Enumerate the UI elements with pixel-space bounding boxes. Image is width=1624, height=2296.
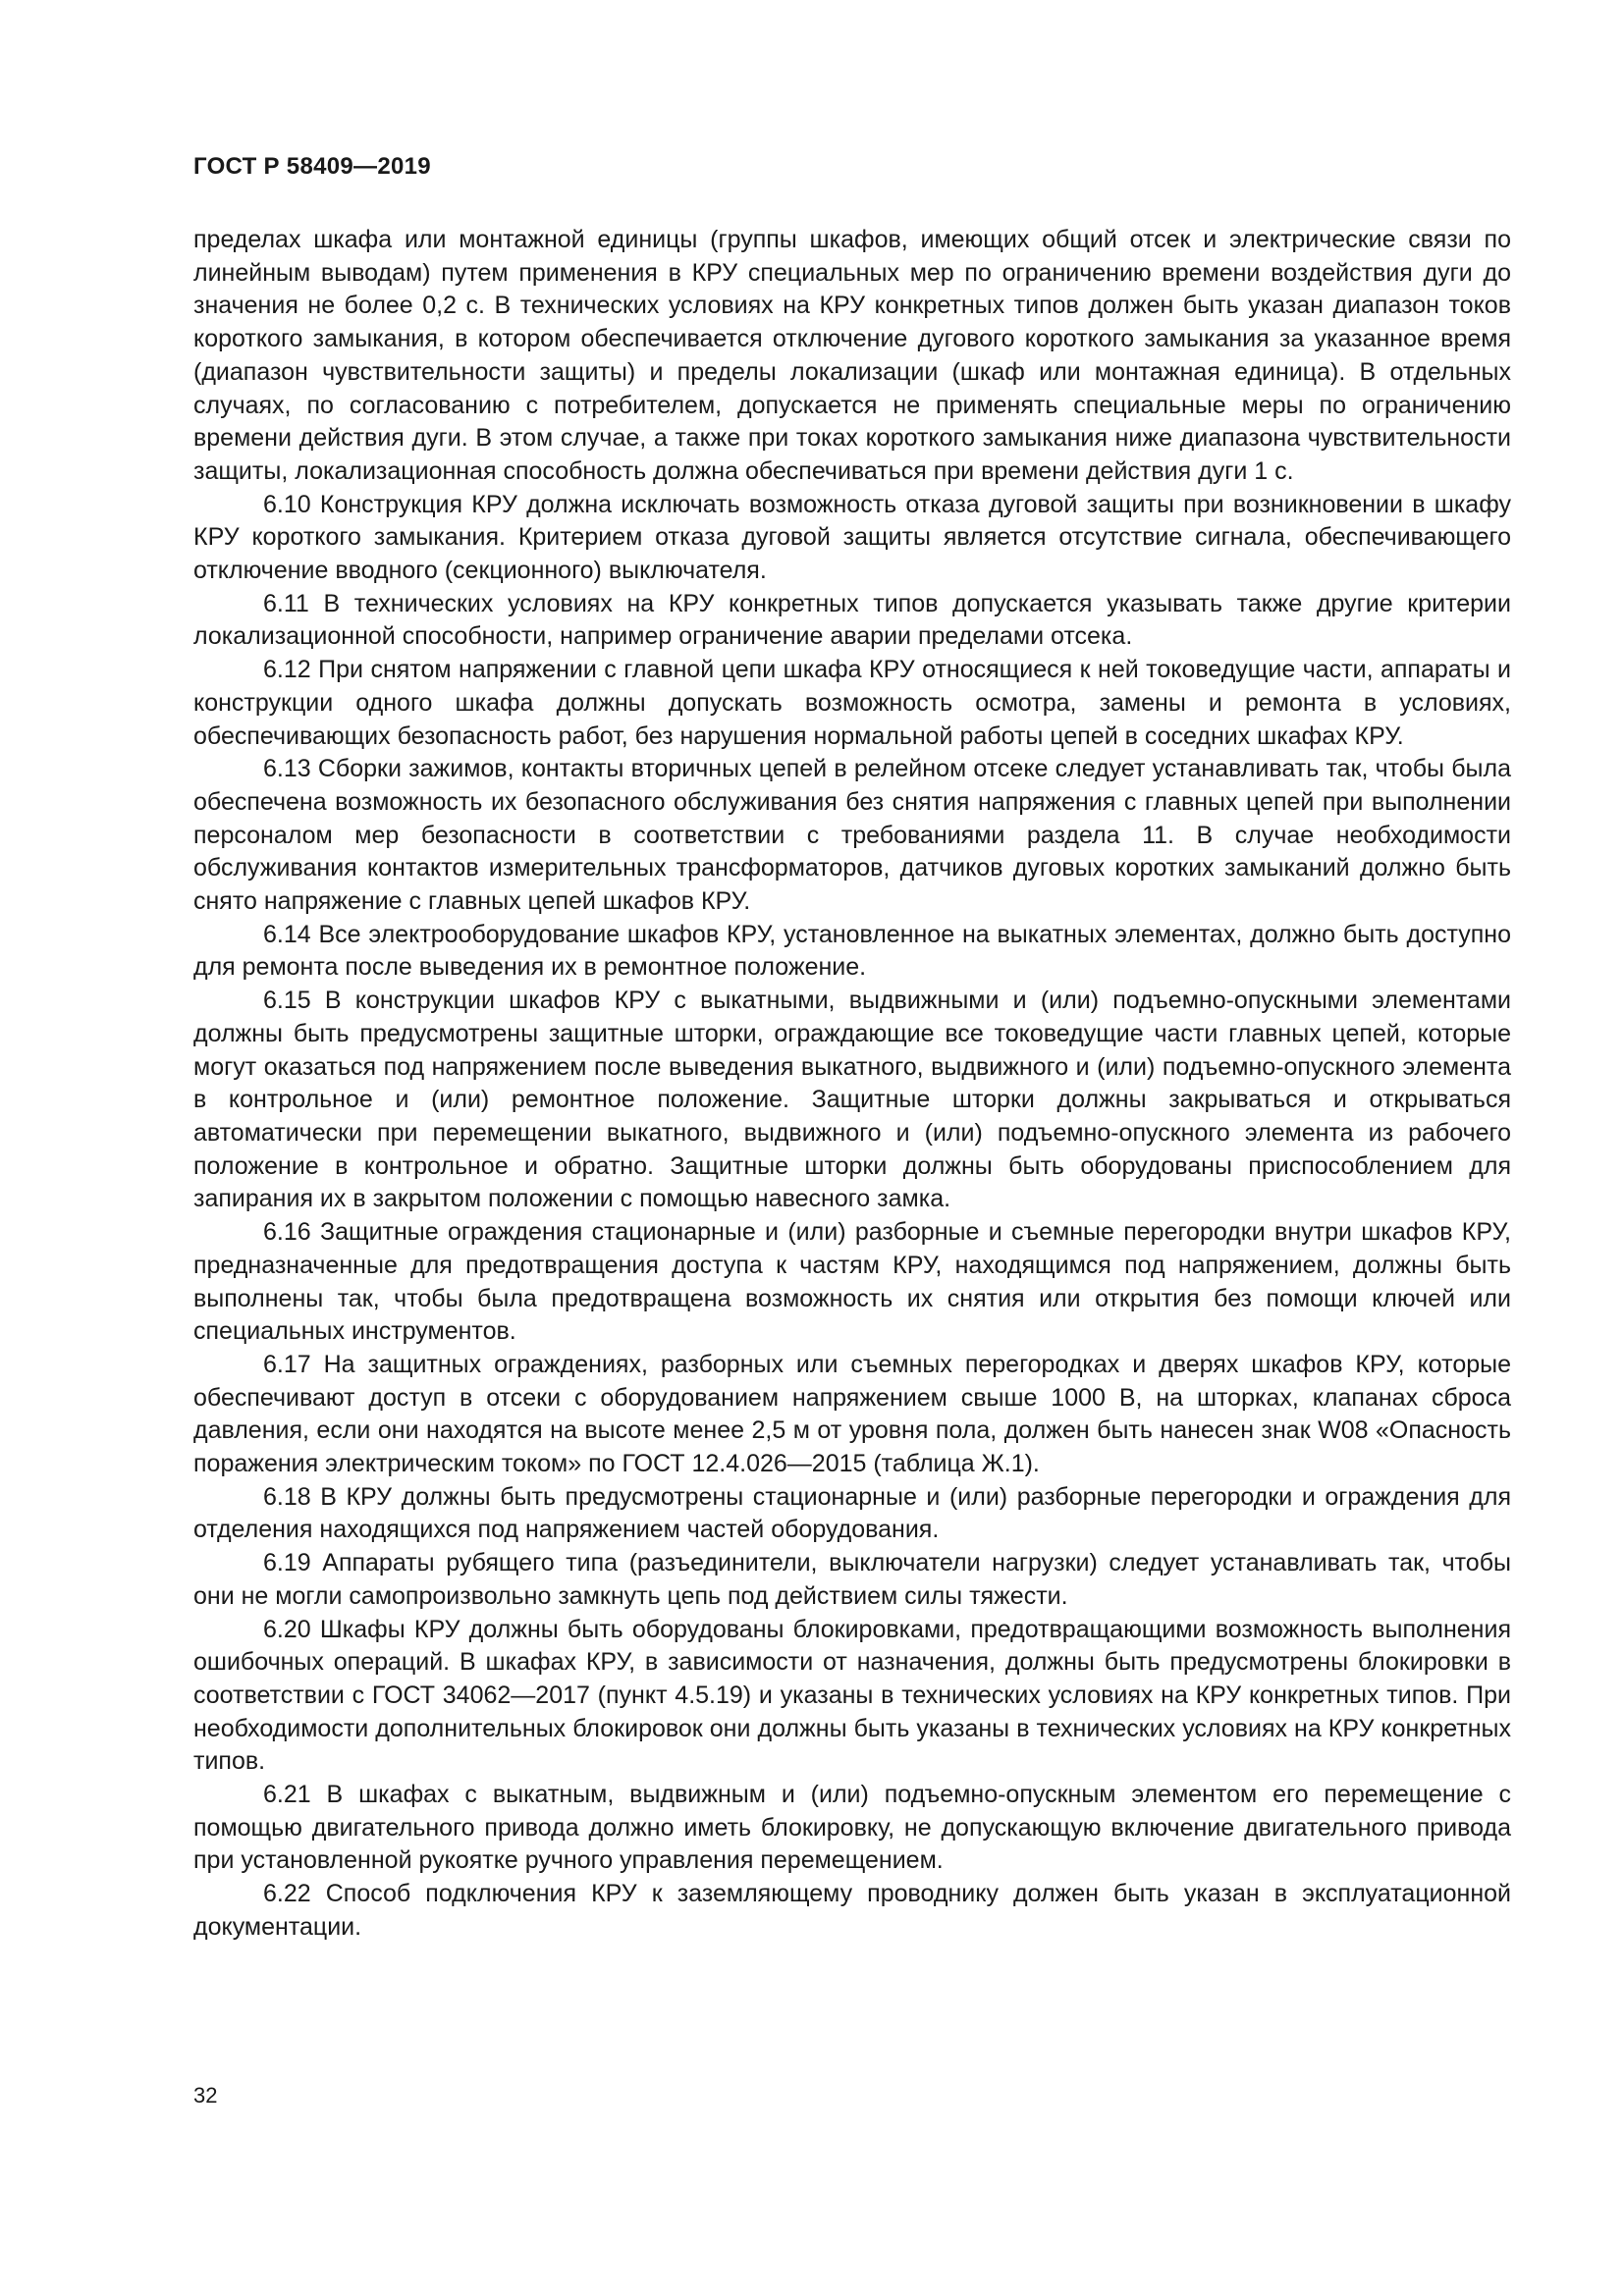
paragraph-6-20: 6.20 Шкафы КРУ должны быть оборудованы блокировками, предотвращающими возможность выполнения ошибочных операций. В шкафах КРУ, в зависимости от назначения, должны быть предусмотрены блокировки в соответствии с ГОСТ 34062—2017 (пункт 4.5.19) и указаны в технических условиях на КРУ конкретных типов. При необходимости дополнительных блокировок они должны быть указаны в технических условиях на КРУ конкретных типов. [193, 1615, 1511, 1776]
paragraph-6-17: 6.17 На защитных ограждениях, разборных или съемных перегородках и дверях шкафов КРУ, которые обеспечивают доступ в отсеки с оборудованием напряжением свыше 1000 В, на шторках, клапанах сброса давления, если они находятся на высоте менее 2,5 м от уровня пола, должен быть нанесен знак W08 «Опасность поражения электрическим током» по ГОСТ 12.4.026—2015 (таблица Ж.1). [193, 1350, 1511, 1478]
paragraph-6-10: 6.10 Конструкция КРУ должна исключать возможность отказа дуговой защиты при возникновении в шкафу КРУ короткого замыкания. Критерием отказа дуговой защиты является отсутствие сигнала, обеспечивающего отключение вводного (секционного) выключателя. [193, 490, 1511, 585]
paragraph-6-15: 6.15 В конструкции шкафов КРУ с выкатными, выдвижными и (или) подъемно-опускными элементами должны быть предусмотрены защитные шторки, ограждающие все токоведущие части главных цепей, которые могут оказаться под напряжением после выведения выкатного, выдвижного и (или) подъемно-опускного элемента в контрольное и (или) ремонтное положение. Защитные шторки должны закрываться и открываться автоматически при перемещении выкатного, выдвижного и (или) подъемно-опускного элемента из рабочего положение в контрольное и обратно. Защитные шторки должны быть оборудованы приспособлением для запирания их в закрытом положении с помощью навесного замка. [193, 987, 1511, 1213]
paragraph-6-19: 6.19 Аппараты рубящего типа (разъединители, выключатели нагрузки) следует устанавливать так, чтобы они не могли самопроизвольно замкнуть цепь под действием силы тяжести. [193, 1549, 1511, 1610]
paragraph-6-21: 6.21 В шкафах с выкатным, выдвижным и (или) подъемно-опускным элементом его перемещение с помощью двигательного привода должно иметь блокировку, не допускающую включение двигательного привода при установленной рукоятке ручного управления перемещением. [193, 1781, 1511, 1875]
document-header: ГОСТ Р 58409—2019 [193, 153, 431, 180]
page-number: 32 [193, 2083, 218, 2108]
paragraph-6-14: 6.14 Все электрооборудование шкафов КРУ, установленное на выкатных элементах, должно быть доступно для ремонта после выведения их в ремонтное положение. [193, 920, 1511, 982]
paragraph-continuation: пределах шкафа или монтажной единицы (группы шкафов, имеющих общий отсек и электрические связи по линейным выводам) путем применения в КРУ специальных мер по ограничению времени воздействия дуги до значения не более 0,2 с. В технических условиях на КРУ конкретных типов должен быть указан диапазон токов короткого замыкания, в котором обеспечивается отключение дугового короткого замыкания за указанное время (диапазон чувствительности защиты) и пределы локализации (шкаф или монтажная единица). В отдельных случаях, по согласованию с потребителем, допускается не применять специальные меры по ограничению времени действия дуги. В этом случае, а также при токах короткого замыкания ниже диапазона чувствительности защиты, локализационная способность должна обеспечиваться при времени действия дуги 1 с. [193, 226, 1511, 485]
paragraph-6-16: 6.16 Защитные ограждения стационарные и (или) разборные и съемные перегородки внутри шкафов КРУ, предназначенные для предотвращения доступа к частям КРУ, находящимся под напряжением, должны быть выполнены так, чтобы была предотвращена возможность их снятия или открытия без помощи ключей или специальных инструментов. [193, 1218, 1511, 1346]
paragraph-6-18: 6.18 В КРУ должны быть предусмотрены стационарные и (или) разборные перегородки и ограждения для отделения находящихся под напряжением частей оборудования. [193, 1482, 1511, 1544]
document-body [193, 224, 1511, 1945]
paragraph-6-12: 6.12 При снятом напряжении с главной цепи шкафа КРУ относящиеся к ней токоведущие части, аппараты и конструкции одного шкафа должны допускать возможность осмотра, замены и ремонта в условиях, обеспечивающих безопасность работ, без нарушения нормальной работы цепей в соседних шкафах КРУ. [193, 656, 1511, 750]
paragraph-6-11: 6.11 В технических условиях на КРУ конкретных типов допускается указывать также другие критерии локализационной способности, например ограничение аварии пределами отсека. [193, 589, 1511, 651]
paragraph-6-13: 6.13 Сборки зажимов, контакты вторичных цепей в релейном отсеке следует устанавливать так, чтобы была обеспечена возможность их безопасного обслуживания без снятия напряжения с главных цепей при выполнении персоналом мер безопасности в соответствии с требованиями раздела 11. В случае необходимости обслуживания контактов измерительных трансформаторов, датчиков дуговых коротких замыканий должно быть снято напряжение с главных цепей шкафов КРУ. [193, 755, 1511, 916]
paragraph-6-22: 6.22 Способ подключения КРУ к заземляющему проводнику должен быть указан в эксплуатационной документации. [193, 1880, 1511, 1941]
